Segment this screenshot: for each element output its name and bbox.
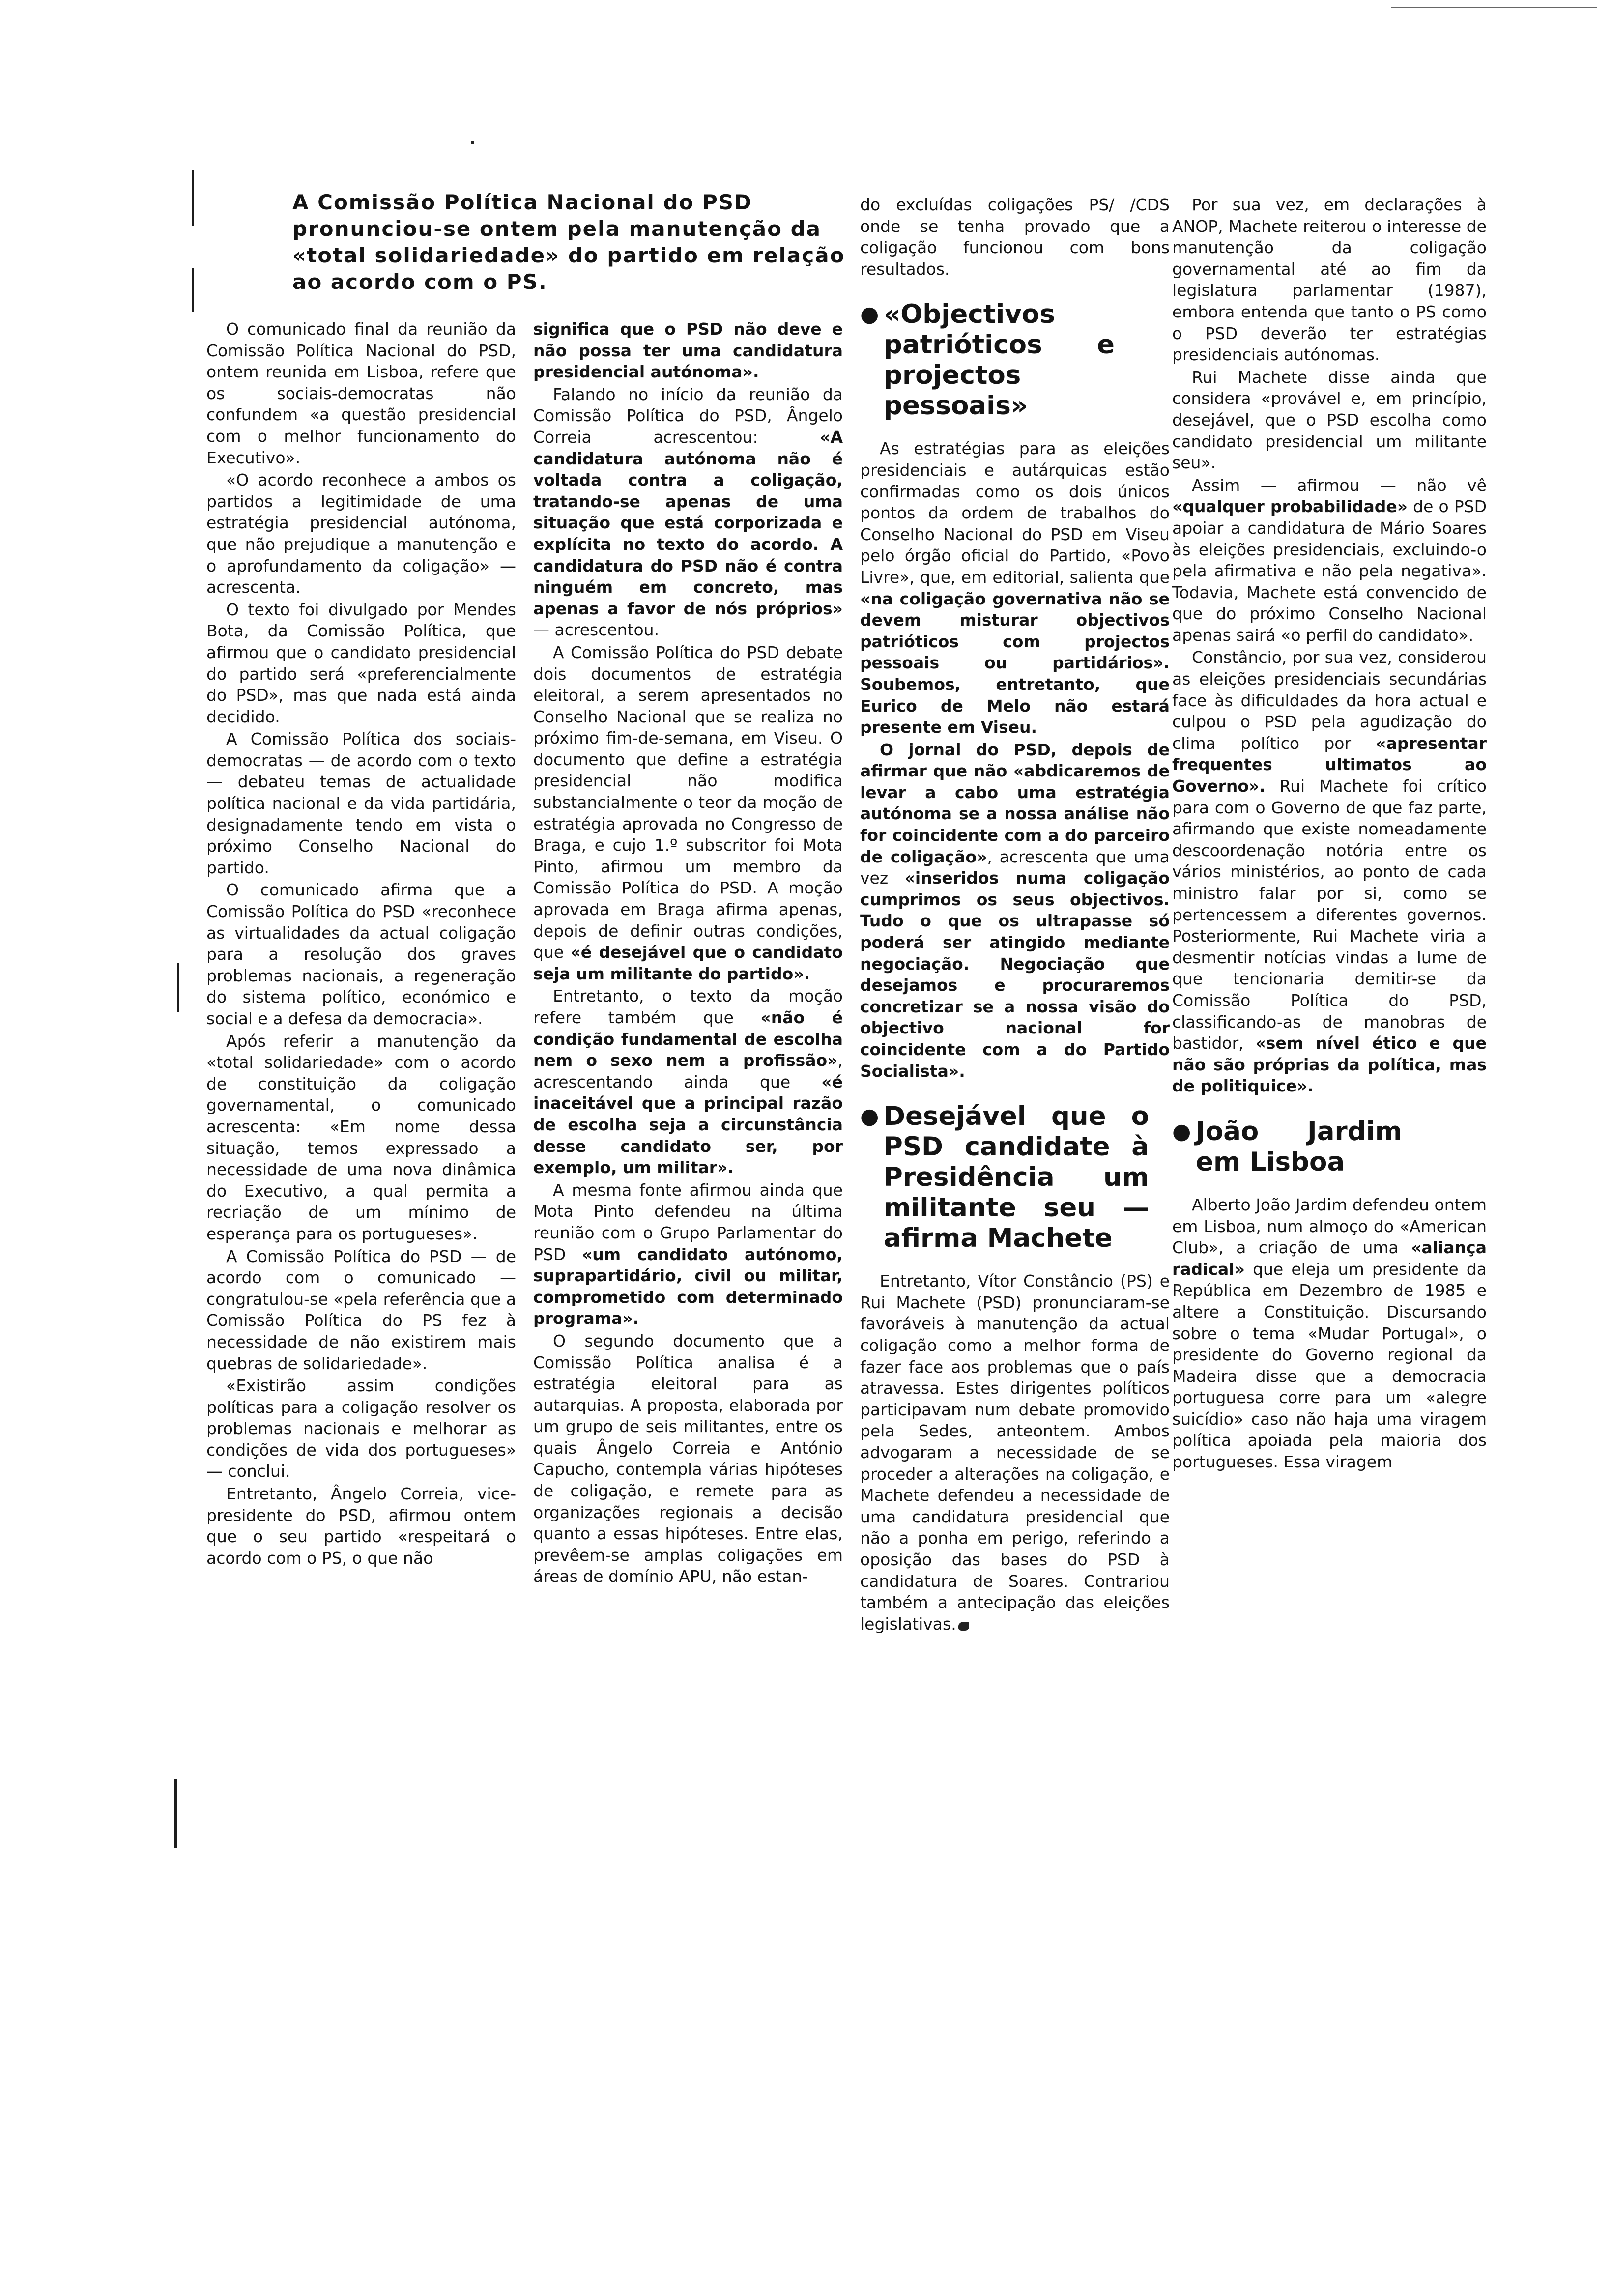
margin-bar-upper	[192, 268, 194, 312]
col4-p5-bold: «aliança radical»	[1172, 1238, 1487, 1279]
col2-lead-bold: significa que o PSD não deve e não possa ter uma candidatura presidencial autónoma».	[533, 319, 843, 382]
col2-p2-text: Falando no início da reunião da Comissão Política do PSD, Ângelo Correia acrescentou:	[533, 384, 843, 447]
bullet-icon: ●	[860, 1104, 879, 1129]
col1-paragraph: «Existirão assim condições políticas para a coligação resolver os problemas nacionais e melhorar as condições de vida dos portugueses» — conclui.	[206, 1376, 516, 1481]
col2-p4-bold2: «é inaceitável que a principal razão de escolha seja a circunstância desse candidato ser, por exemplo, um militar».	[533, 1072, 843, 1177]
col3-p2-bold1: O jornal do PSD, depois de afirmar que não «abdicaremos de levar a cabo uma estratégia autónoma se a nossa análise não for coincidente com a do parceiro de coligação»	[860, 740, 1170, 866]
col4-paragraph	[1172, 1194, 1487, 1473]
margin-bar-lower	[174, 1779, 177, 1848]
col2-paragraph	[533, 642, 843, 985]
col4-p5-text: Alberto João Jardim defendeu ontem em Lisboa, num almoço do «American Club», a criação de uma	[1172, 1195, 1487, 1258]
col4-paragraph	[1172, 475, 1487, 646]
col4-paragraph	[1172, 647, 1487, 1096]
col1-paragraph: Entretanto, Ângelo Correia, vice-presidente do PSD, afirmou ontem que o seu partido «respeitará o acordo com o PS, o que não	[206, 1484, 516, 1568]
col4-p3-tail: de o PSD apoiar a candidatura de Mário Soares às eleições presidenciais, excluindo-o pela afirmativa e não pela negativa». Todavia, Machete está convencido de que do próximo Conselho Nacional apenas sairá «o perfil do candidato».	[1172, 497, 1487, 645]
col4-p3-bold: «qualquer probabilidade»	[1172, 497, 1408, 517]
column-1	[206, 318, 516, 1569]
col3-p2-bold2: «inseridos numa coligação cumprimos os seus objectivos. Tudo o que os ultrapasse só poderá ser atingido mediante negociação. Negociação que desejamos e procuraremos concretizar se a nossa visão do objectivo nacional for coincidente com a do Partido Socialista».	[860, 868, 1170, 1081]
col4-p3-text: Assim — afirmou — não vê	[1192, 475, 1487, 495]
col2-p4-bold1: «não é condição fundamental de escolha nem o sexo nem a profissão»	[533, 1008, 843, 1070]
top-rule	[1391, 7, 1597, 8]
col2-paragraph	[533, 384, 843, 641]
col3-p1-bold: «na coligação governativa não se devem misturar objectivos patrióticos com projectos pessoais ou partidários». Soubemos, entretanto, que Eurico de Melo não estará presente em Viseu.	[860, 589, 1170, 737]
col2-p2-tail: — acrescentou.	[533, 620, 660, 640]
column-4	[1172, 194, 1487, 1473]
col4-p4-tail: Rui Machete foi crítico para com o Governo de que faz parte, afirmando que existe nomeadamente descoordenação notória entre os vários ministérios, ao ponto de cada ministro falar por si, como se pertencessem a diferentes governos. Posteriormente, Rui Machete viria a desmentir notícias vindas a lume de que tencionaria demitir-se da Comissão Política do PSD, classificando-as de manobras de bastidor,	[1172, 776, 1487, 1053]
margin-bar-middle	[177, 963, 179, 1012]
col1-paragraph: «O acordo reconhece a ambos os partidos a legitimidade de uma estratégia presidencial autónoma, que não prejudique a manutenção e o aprofundamento da coligação» — acrescenta.	[206, 470, 516, 597]
col2-p5-bold: «um candidato autónomo, suprapartidário, civil ou militar, comprometido com determinado programa».	[533, 1244, 843, 1328]
ink-blot-mark	[958, 1622, 969, 1631]
bullet-icon: ●	[1172, 1119, 1191, 1144]
col3-lead-paragraph: do excluídas coligações PS/ /CDS onde se tenha provado que a coligação funcionou com bons resultados.	[860, 195, 1170, 279]
column-3	[860, 194, 1170, 1635]
subhead-objectivos: ● «Objectivos patrióticos e projectos pessoais»	[860, 299, 1115, 421]
col4-paragraph: Rui Machete disse ainda que considera «provável e, em princípio, desejável, que o PSD escolha como candidato presidencial um militante seu».	[1172, 367, 1487, 473]
col4-p4-bold: «apresentar frequentes ultimatos ao Governo».	[1172, 733, 1487, 796]
col2-p4-mid: , acrescentando ainda que	[533, 1051, 843, 1091]
col2-p2-bold: «A candidatura autónoma não é voltada contra a coligação, tratando-se apenas de uma situação que está corporizada e explícita no texto do acordo. A candidatura do PSD não é contra ninguém em concreto, mas apenas a favor de nós próprios»	[533, 427, 843, 618]
subhead-joao-jardim: ● João Jardim em Lisboa	[1172, 1116, 1402, 1177]
bullet-icon: ●	[860, 302, 879, 327]
col4-p4-bold2: «sem nível ético e que não são próprias da política, mas de politiquice».	[1172, 1033, 1487, 1096]
col2-p3-text: A Comissão Política do PSD debate dois documentos de estratégia eleitoral, a serem apresentados no Conselho Nacional que se realiza no próximo fim-de-semana, em Viseu. O documento que define a estratégia presidencial não modifica substancialmente o teor da moção de estratégia aprovada no Congresso de Braga, e cujo 1.º subscritor foi Mota Pinto, afirmou um membro da Comissão Política do PSD. A moção aprovada em Braga afirma apenas, depois de definir outras condições, que	[533, 642, 843, 962]
col2-p5-text: A mesma fonte afirmou ainda que Mota Pinto defendeu na última reunião com o Grupo Parlamentar do PSD	[533, 1180, 843, 1264]
col1-paragraph: O comunicado afirma que a Comissão Política do PSD «reconhece as virtualidades da actual coligação para a resolução dos graves problemas nacionais, a regeneração do sistema político, económico e social e a defesa da democracia».	[206, 880, 516, 1028]
col4-p4-text: Constâncio, por sua vez, considerou as eleições presidenciais secundárias face às dificuldades da hora actual e culpou o PSD pela agudização do clima político por	[1172, 648, 1487, 753]
margin-bar-top	[192, 170, 194, 226]
speck-mark	[471, 141, 474, 144]
col4-paragraph: Por sua vez, em declarações à ANOP, Machete reiterou o interesse de manutenção da coligação governamental até ao fim da legislatura parlamentar (1987), embora entenda que tanto o PS como o PSD deverão ter estratégias presidenciais autónomas.	[1172, 195, 1487, 365]
col2-paragraph	[533, 1179, 843, 1329]
col3-paragraph: Entretanto, Vítor Constâncio (PS) e Rui Machete (PSD) pronunciaram-se favoráveis à manutenção da actual coligação como a melhor forma de fazer face aos problemas que o país atravessa. Estes dirigentes políticos participavam num debate promovido pela Sedes, anteontem. Ambos advogaram a necessidade de se proceder a alterações na coligação, e Machete defendeu a necessidade de uma candidatura presidencial que não a ponha em perigo, referindo a oposição das bases do PSD à candidatura de Soares. Contrariou também a antecipação das eleições legislativas.	[860, 1271, 1170, 1634]
col2-lead-paragraph	[533, 318, 843, 383]
col3-p1-text: As estratégias para as eleições presidenciais e autárquicas estão confirmadas como os dois únicos pontos da ordem de trabalhos do Conselho Nacional do PSD em Viseu pelo órgão oficial do Partido, «Povo Livre», que, em editorial, salienta que	[860, 439, 1170, 587]
col1-paragraph: O comunicado final da reunião da Comissão Política Nacional do PSD, ontem reunida em Lisboa, refere que os sociais-democratas não confundem «a questão presidencial com o melhor funcionamento do Executivo».	[206, 319, 516, 467]
col2-p4-text: Entretanto, o texto da moção refere também que	[533, 986, 843, 1027]
col1-paragraph: Após referir a manutenção da «total solidariedade» com o acordo de constituição da coligação governamental, o comunicado acrescenta: «Em nome dessa situação, temos expressado a necessidade de uma nova dinâmica do Executivo, a qual permita a recriação de um mínimo de esperança para os portugueses».	[206, 1031, 516, 1243]
col2-paragraph: O segundo documento que a Comissão Política analisa é a estratégia eleitoral para as autarquias. A proposta, elaborada por um grupo de seis militantes, entre os quais Ângelo Correia e António Capucho, contempla várias hipóteses de coligação, e remete para as organizações regionais a decisão quanto a essas hipóteses. Entre elas, prevêem-se amplas coligações em áreas de domínio APU, não estan-	[533, 1331, 843, 1586]
col2-paragraph	[533, 985, 843, 1178]
col3-paragraph	[860, 438, 1170, 738]
col1-paragraph: O texto foi divulgado por Mendes Bota, da Comissão Política, que afirmou que o candidato presidencial do partido será «preferencialmente do PSD», mas que nada está ainda decidido.	[206, 600, 516, 726]
col1-paragraph: A Comissão Política dos sociais-democratas — de acordo com o texto — debateu temas de actualidade política nacional e da vida partidária, designadamente tendo em vista o próximo Conselho Nacional do partido.	[206, 729, 516, 877]
col3-p2-mid: , acrescenta que uma vez	[860, 847, 1170, 888]
column-2	[533, 318, 843, 1587]
col1-paragraph: A Comissão Política do PSD — de acordo com o comunicado — congratulou-se «pela referência que a Comissão Política do PS fez à necessidade de não existirem mais quebras de solidariedade».	[206, 1246, 516, 1373]
subhead-desejavel: ● Desejável que o PSD candidate à Presidência um militante seu — afirma Machete	[860, 1101, 1149, 1254]
col3-paragraph	[860, 739, 1170, 1082]
article-headline: A Comissão Política Nacional do PSD pronunciou-se ontem pela manutenção da «total solidariedade» do partido em relação ao acordo com o PS.	[292, 190, 845, 294]
col4-p5-tail: que eleja um presidente da República em Dezembro de 1985 e altere a Constituição. Discursando sobre o tema «Mudar Portugal», o presidente do Governo regional da Madeira disse que a democracia portuguesa corre para um «alegre suicídio» caso não haja uma viragem política apoiada pela maioria dos portugueses. Essa viragem	[1172, 1259, 1487, 1472]
col2-p3-bold: «é desejável que o candidato seja um militante do partido».	[533, 943, 843, 983]
